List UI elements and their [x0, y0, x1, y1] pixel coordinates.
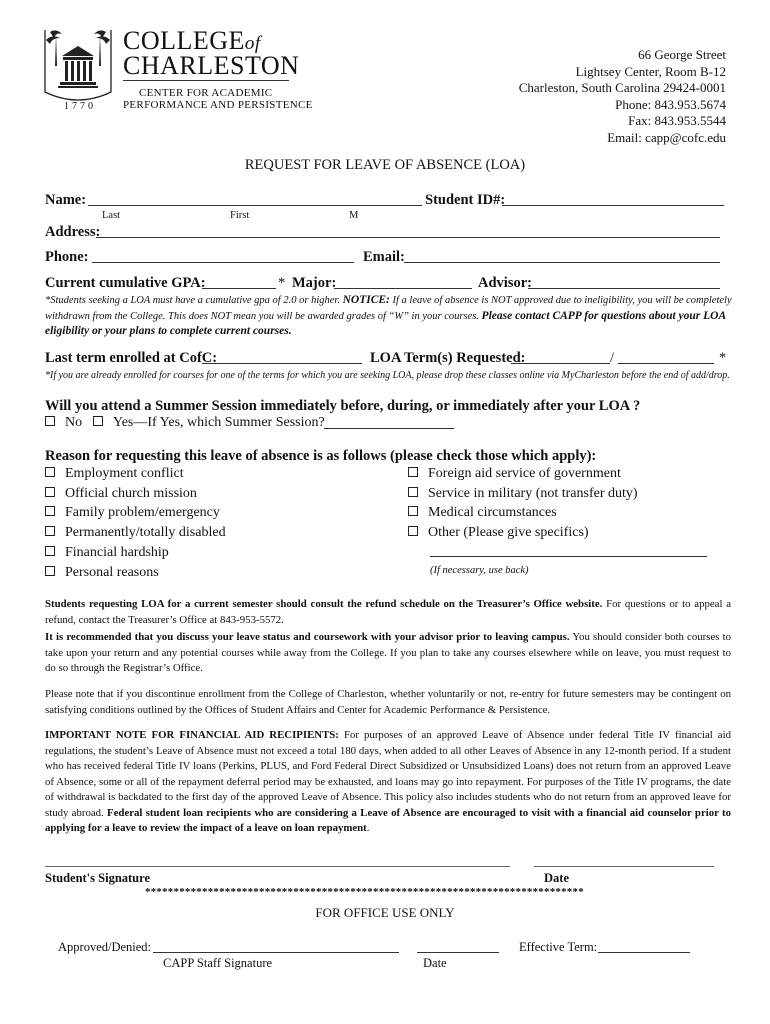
- refund-paragraph: Students requesting LOA for a current semester should consult the refund schedule on the Treasurer’s Office website. For questions or to appeal a refund, contact the Treasurer’s Office at 843-953-5572.: [45, 598, 731, 626]
- logo-center-line1: CENTER FOR ACADEMIC: [139, 87, 273, 99]
- student-signature-label: Student's Signature: [45, 871, 151, 885]
- reason-family[interactable]: Family problem/emergency: [45, 505, 220, 521]
- reason-disabled[interactable]: Permanently/totally disabled: [45, 525, 226, 541]
- address-building: Lightsey Center, Room B-12: [575, 63, 726, 79]
- logo-center-line2: PERFORMANCE AND PERSISTENCE: [123, 99, 313, 111]
- advisor-label: Advisor:: [478, 275, 532, 291]
- enrolled-courses-note: *If you are already enrolled for courses for one of the terms for which you are seeking LOA, please drop these classes online via MyCharleston before the end of add/drop.: [45, 370, 730, 381]
- reason-financial[interactable]: Financial hardship: [45, 545, 169, 561]
- reason-financial-checkbox[interactable]: [45, 546, 55, 556]
- advisor-paragraph: It is recommended that you discuss your leave status and coursework with your advisor prior to leaving campus. You should consider both courses to take upon your return and any potential courses while away from the College. If you plan to take any courses elsewhere while on leave, you must request to do so through the Registrar’s Office.: [45, 631, 731, 674]
- form-title: REQUEST FOR LEAVE OF ABSENCE (LOA): [244, 157, 526, 173]
- advisor-field[interactable]: [528, 288, 720, 289]
- address-email: Email: capp@cofc.edu: [607, 129, 726, 145]
- name-label: Name:: [45, 192, 87, 208]
- logo-college-text: COLLEGEof: [123, 26, 261, 55]
- logo-year: 1770: [64, 101, 96, 112]
- college-seal-logo: [42, 26, 114, 108]
- reason-disabled-checkbox[interactable]: [45, 526, 55, 536]
- reason-personal[interactable]: Personal reasons: [45, 565, 159, 581]
- separator-stars: *****************************************************************************: [145, 886, 584, 898]
- address-city: Charleston, South Carolina 29424-0001: [518, 80, 726, 95]
- loa-term-start-field[interactable]: [511, 363, 610, 364]
- last-term-field[interactable]: [202, 363, 362, 364]
- office-address-block: [519, 47, 726, 146]
- address-fax: Fax: 843.953.5544: [628, 113, 726, 128]
- financial-aid-paragraph: IMPORTANT NOTE FOR FINANCIAL AID RECIPIENTS: For purposes of an approved Leave of Absence under federal Title IV financial aid regulations, the student’s Leave of Absence must not exceed a total 180 days, when added to all other Leaves of Absence in any 12-month period. If a student who has received federal Title IV loans (Perkins, PLUS, and Ford Federal Direct Subsidized or Unsubsidized Loans) does not return from an approved Leave of Absence, some or all of the repayment deferral period may be exhausted, and loans may go into repayment. For purposes of the Title IV programs, the date of withdrawal is backdated to the first day of the approved Leave of Absence. This policy also includes students who do not return from an approved leave for study abroad. Federal student loan recipients who are considering a Leave of Absence are encouraged to visit with a financial aid counselor prior to applying for a leave to review the impact of a leave on loan repayment.: [45, 729, 732, 834]
- summer-yes-option[interactable]: Yes—If Yes, which Summer Session?: [93, 415, 325, 431]
- office-use-heading: FOR OFFICE USE ONLY: [315, 905, 455, 920]
- phone-field[interactable]: [92, 262, 354, 263]
- gpa-eligibility-note: *Students seeking a LOA must have a cumulative gpa of 2.0 or higher. NOTICE: If a leave of absence is NOT approved due to ineligibility, you will be completely withdrawn from the College. This does NOT mean you will be awarded grades of “W” in your courses. Please contact CAPP for questions about your LOA eligibility or your plans to complete current courses.: [45, 294, 732, 337]
- approved-denied-field[interactable]: [153, 952, 399, 953]
- email-field[interactable]: [404, 262, 720, 263]
- first-name-caption: First: [230, 210, 250, 221]
- other-specifics-field[interactable]: [430, 556, 707, 557]
- gpa-field[interactable]: [202, 288, 276, 289]
- reason-church-mission[interactable]: Official church mission: [45, 486, 197, 502]
- logo-charleston-text: CHARLESTON: [123, 51, 300, 80]
- capp-staff-signature-label: CAPP Staff Signature: [163, 956, 273, 970]
- student-date-field[interactable]: [534, 866, 714, 867]
- major-label: Major:: [292, 275, 337, 291]
- name-field[interactable]: [88, 205, 422, 206]
- reason-military-checkbox[interactable]: [408, 487, 418, 497]
- reason-military[interactable]: Service in military (not transfer duty): [408, 486, 638, 502]
- loa-terms-label: LOA Term(s) Requested:: [370, 350, 526, 366]
- major-field[interactable]: [334, 288, 472, 289]
- summer-no-option[interactable]: No: [45, 415, 82, 431]
- effective-term-label: Effective Term:: [519, 940, 598, 954]
- reason-foreign-aid[interactable]: Foreign aid service of government: [408, 466, 621, 482]
- reason-other-checkbox[interactable]: [408, 526, 418, 536]
- effective-term-field[interactable]: [598, 952, 690, 953]
- summer-yes-checkbox[interactable]: [93, 416, 103, 426]
- summer-session-question: Will you attend a Summer Session immediately before, during, or immediately after your LOA ?: [45, 398, 641, 414]
- reason-employment[interactable]: Employment conflict: [45, 466, 184, 482]
- phone-label: Phone:: [45, 249, 89, 265]
- office-date-label: Date: [423, 956, 447, 970]
- student-id-field[interactable]: [502, 205, 724, 206]
- reason-church-mission-checkbox[interactable]: [45, 487, 55, 497]
- loa-term-end-field[interactable]: [618, 363, 714, 364]
- approved-denied-label: Approved/Denied:: [58, 940, 152, 954]
- reason-family-checkbox[interactable]: [45, 506, 55, 516]
- email-label: Email:: [363, 249, 405, 265]
- reason-employment-checkbox[interactable]: [45, 467, 55, 477]
- gpa-asterisk: *: [278, 275, 286, 291]
- use-back-note: (If necessary, use back): [430, 565, 529, 576]
- discontinue-paragraph: Please note that if you discontinue enrollment from the College of Charleston, whether voluntarily or not, re-entry for future semesters may be contingent on satisfying conditions outlined by the Offices of Student Affairs and Center for Academic Performance & Persistence.: [45, 688, 731, 716]
- reason-other[interactable]: Other (Please give specifics): [408, 525, 589, 541]
- loa-term-asterisk: *: [719, 350, 727, 366]
- address-phone: Phone: 843.953.5674: [615, 96, 726, 112]
- reason-medical-checkbox[interactable]: [408, 506, 418, 516]
- reason-personal-checkbox[interactable]: [45, 566, 55, 576]
- office-date-field[interactable]: [417, 952, 499, 953]
- address-street: 66 George Street: [638, 47, 726, 62]
- middle-initial-caption: M: [349, 210, 359, 221]
- last-name-caption: Last: [102, 210, 121, 221]
- reason-medical[interactable]: Medical circumstances: [408, 505, 557, 521]
- logo-divider: [123, 80, 289, 81]
- summer-no-checkbox[interactable]: [45, 416, 55, 426]
- address-label: Address:: [45, 224, 101, 240]
- loa-term-slash: /: [610, 350, 615, 366]
- student-id-label: Student ID#:: [425, 192, 506, 208]
- student-date-label: Date: [544, 871, 569, 885]
- address-field[interactable]: [96, 237, 720, 238]
- student-signature-field[interactable]: [45, 866, 510, 867]
- reason-foreign-aid-checkbox[interactable]: [408, 467, 418, 477]
- summer-session-field[interactable]: [324, 428, 454, 429]
- gpa-label: Current cumulative GPA:: [45, 275, 206, 291]
- last-term-label: Last term enrolled at CofC:: [45, 350, 218, 366]
- reason-heading: Reason for requesting this leave of absence is as follows (please check those which apply):: [45, 448, 597, 464]
